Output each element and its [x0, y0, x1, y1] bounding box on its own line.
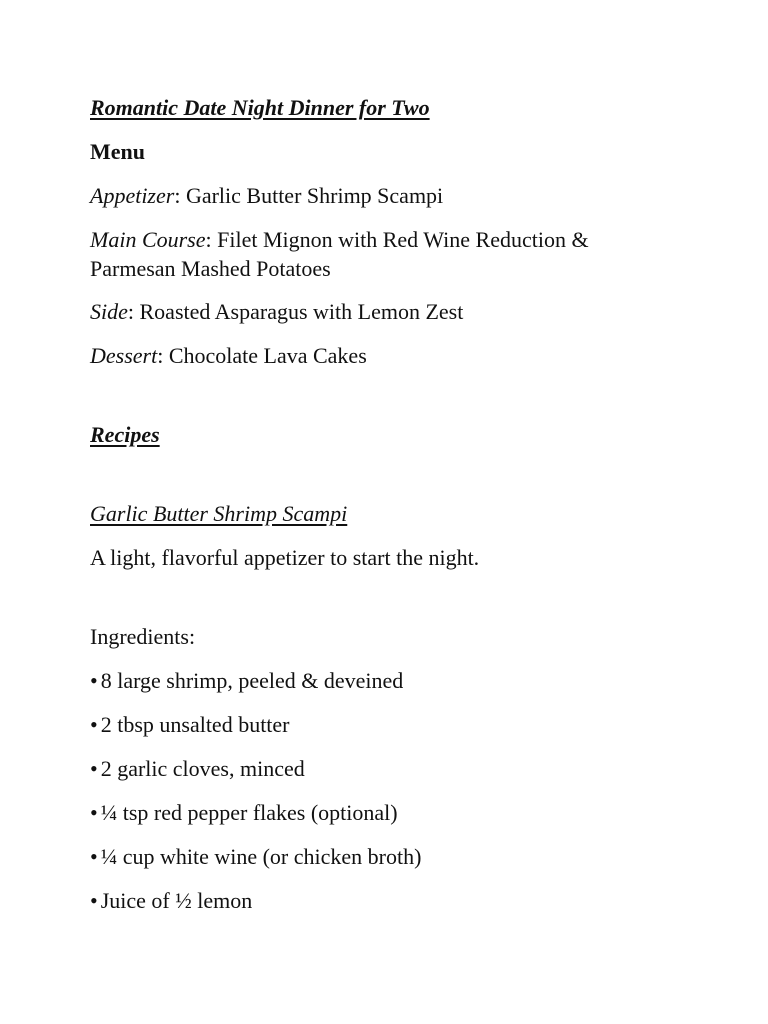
ingredient-item: • 8 large shrimp, peeled & deveined: [90, 666, 403, 695]
menu-item-main-course-continued: Parmesan Mashed Potatoes: [90, 256, 331, 281]
menu-value: : Filet Mignon with Red Wine Reduction &: [205, 227, 589, 252]
ingredient-item: • Juice of ½ lemon: [90, 886, 252, 915]
ingredient-item: • 2 garlic cloves, minced: [90, 754, 305, 783]
menu-label: Dessert: [90, 343, 158, 368]
menu-label: Appetizer: [90, 183, 175, 208]
menu-item-side: [90, 297, 463, 326]
ingredients-heading: Ingredients:: [90, 624, 196, 649]
menu-label: Side: [90, 299, 128, 324]
menu-label: Main Course: [90, 227, 206, 252]
document-title: Romantic Date Night Dinner for Two: [90, 95, 430, 120]
menu-value: : Garlic Butter Shrimp Scampi: [174, 183, 444, 208]
ingredient-item: • ¼ tsp red pepper flakes (optional): [90, 798, 398, 827]
ingredient-item: • ¼ cup white wine (or chicken broth): [90, 842, 421, 871]
menu-item-main-course: [90, 225, 589, 254]
recipe-description: A light, flavorful appetizer to start the night.: [90, 545, 480, 570]
menu-value: : Roasted Asparagus with Lemon Zest: [127, 299, 464, 324]
recipes-heading: Recipes: [90, 422, 160, 447]
recipe-name: Garlic Butter Shrimp Scampi: [90, 501, 348, 526]
menu-item-dessert: [90, 341, 367, 370]
ingredient-item: • 2 tbsp unsalted butter: [90, 710, 290, 739]
menu-item-appetizer: [90, 181, 443, 210]
menu-heading: Menu: [90, 139, 145, 164]
menu-value: : Chocolate Lava Cakes: [157, 343, 367, 368]
